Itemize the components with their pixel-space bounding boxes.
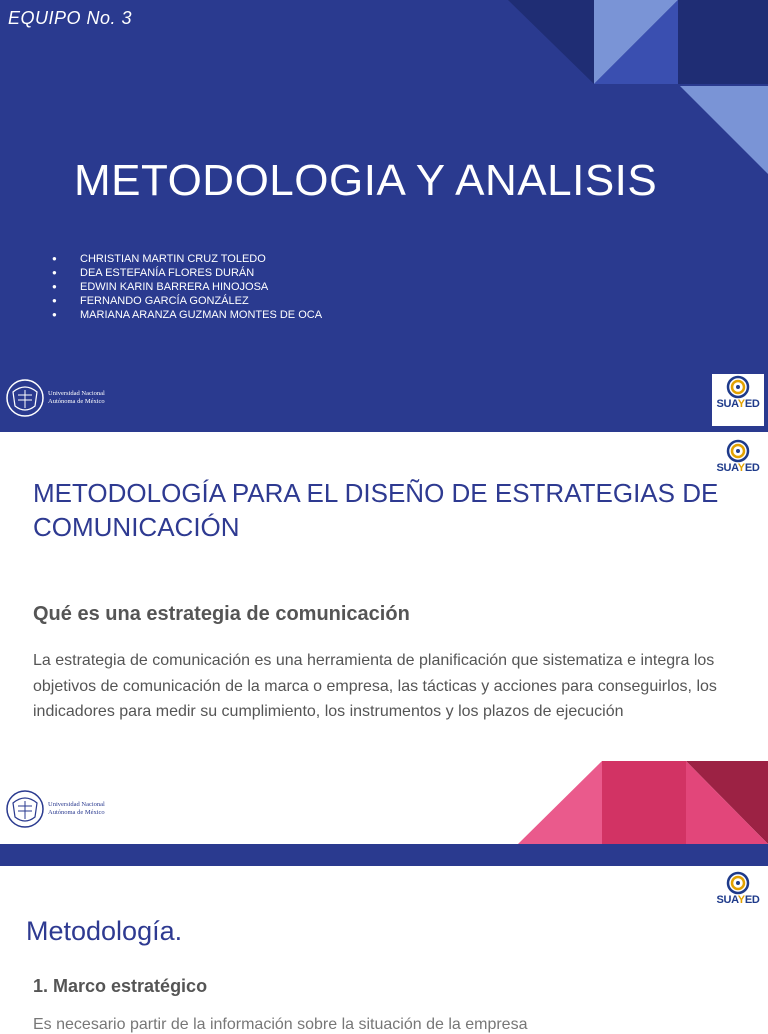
deco-magenta-square <box>602 761 686 844</box>
suayed-text-y: Y <box>737 462 745 474</box>
member-item <box>52 252 322 266</box>
bullet-icon: ● <box>52 310 57 319</box>
title-slide <box>0 0 768 432</box>
section-subtitle: 1. Marco estratégico <box>33 976 208 996</box>
member-name: CHRISTIAN MARTIN CRUZ TOLEDO <box>80 253 266 265</box>
bullet-icon: ● <box>52 282 57 291</box>
suayed-logo <box>712 870 764 922</box>
deco-light-triangle-2 <box>680 86 768 174</box>
suayed-text-b: ED <box>744 462 760 474</box>
deco-pink-triangle <box>518 761 602 844</box>
slide-heading: METODOLOGÍA PARA EL DISEÑO DE ESTRATEGIAS DE COMUNICACIÓN <box>33 478 719 542</box>
member-item <box>52 266 322 280</box>
unam-name-line2: Autónoma de México <box>48 398 105 405</box>
unam-logo <box>5 789 105 829</box>
unam-name-line2: Autónoma de México <box>48 809 105 816</box>
section-subtitle: Qué es una estrategia de comunicación <box>33 603 410 625</box>
member-item <box>52 294 322 308</box>
member-name: EDWIN KARIN BARRERA HINOJOSA <box>80 281 269 293</box>
suayed-swirl-icon <box>725 870 751 896</box>
unam-name-line1: Universidad Nacional <box>48 390 105 397</box>
member-list <box>52 252 322 322</box>
slide-heading: Metodología. <box>26 916 183 946</box>
slide-title: METODOLOGIA Y ANALISIS <box>74 156 658 205</box>
body-paragraph: Es necesario partir de la información sobre la situación de la empresa <box>33 1016 528 1033</box>
deco-dark-triangle <box>508 0 594 84</box>
suayed-text-y: Y <box>737 894 745 906</box>
suayed-text-b: ED <box>744 398 760 410</box>
unam-crest-icon <box>5 789 45 829</box>
suayed-text-y: Y <box>737 398 745 410</box>
team-label: EQUIPO No. 3 <box>8 8 133 28</box>
suayed-swirl-icon <box>725 374 751 400</box>
content-slide-strategy <box>0 432 768 844</box>
unam-crest-icon <box>5 378 45 418</box>
suayed-text-a: SUA <box>716 462 738 474</box>
suayed-text-a: SUA <box>716 894 738 906</box>
suayed-swirl-icon <box>725 438 751 464</box>
slide-divider-band <box>0 844 768 866</box>
member-name: DEA ESTEFANÍA FLORES DURÁN <box>80 267 255 279</box>
bullet-icon: ● <box>52 296 57 305</box>
suayed-text-b: ED <box>744 894 760 906</box>
bullet-icon: ● <box>52 268 57 277</box>
pink-decoration <box>518 761 768 844</box>
unam-name-line1: Universidad Nacional <box>48 801 105 808</box>
bullet-icon: ● <box>52 254 57 263</box>
body-paragraph: La estrategia de comunicación es una herramienta de planificación que sistematiza e integra los objetivos de comunicación de la marca o empresa, las tácticas y acciones para conseguirlos, los indicadores para medir su cumplimiento, los instrumentos y los plazos de ejecución <box>33 652 717 720</box>
member-item <box>52 280 322 294</box>
suayed-text-a: SUA <box>716 398 738 410</box>
deco-dark-square <box>678 0 768 84</box>
member-name: FERNANDO GARCÍA GONZÁLEZ <box>80 295 249 307</box>
member-name: MARIANA ARANZA GUZMAN MONTES DE OCA <box>80 309 323 321</box>
member-item <box>52 308 322 322</box>
suayed-logo <box>712 374 764 426</box>
unam-logo <box>5 378 105 418</box>
content-slide-methodology <box>0 866 768 1033</box>
